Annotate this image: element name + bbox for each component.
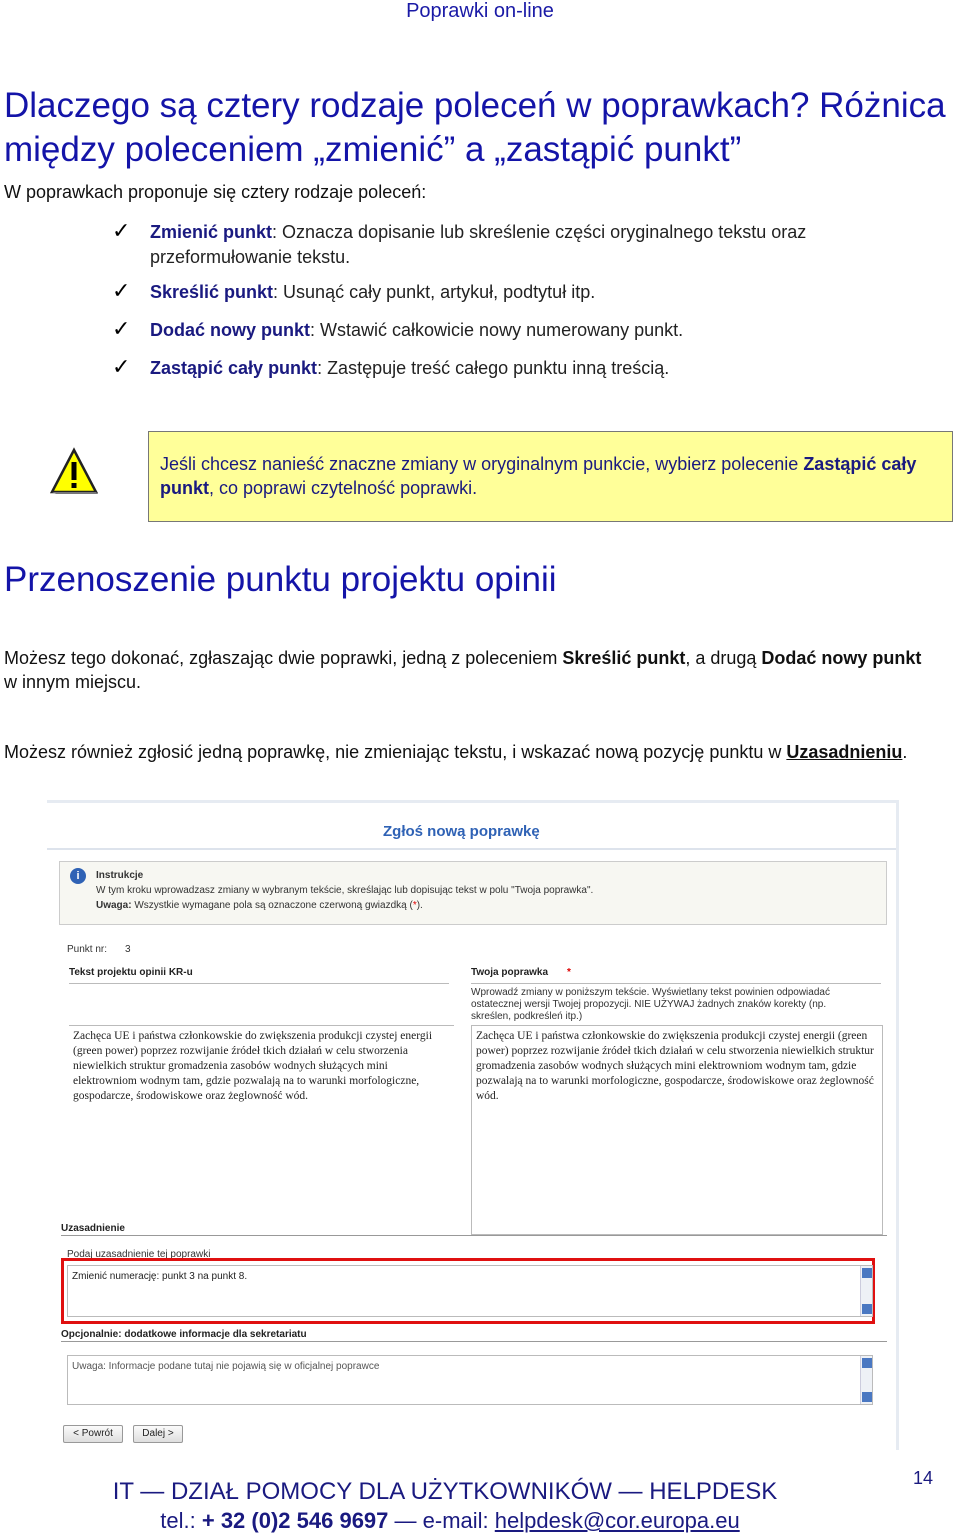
- command-desc: : Wstawić całkowicie nowy numerowany punkt.: [310, 320, 684, 340]
- instructions-box: [59, 861, 887, 925]
- para-text: , a drugą: [685, 648, 762, 668]
- command-list: [112, 220, 952, 381]
- scrollbar[interactable]: [860, 1356, 872, 1404]
- instructions-note: Wszystkie wymagane pola są oznaczone czerwoną gwiazdką (: [131, 900, 413, 911]
- para-text: .: [902, 742, 908, 762]
- command-desc: : Zastępuje treść całego punktu inną treścią.: [317, 358, 670, 378]
- checkmark-icon: ✓: [112, 278, 131, 303]
- next-button[interactable]: Dalej >: [133, 1425, 183, 1443]
- instructions-note-label: Uwaga:: [96, 900, 132, 911]
- para-bold: Dodać nowy punkt: [761, 648, 922, 668]
- warning-icon: [50, 447, 98, 497]
- list-item: [112, 356, 952, 381]
- justification-textarea[interactable]: [67, 1265, 873, 1317]
- amendment-help: Wprowadź zmiany w poniższym tekście. Wyświetlany tekst powinien odpowiadać ostatecznej wersji Twojej propozycji. NIE UŻYWAJ żadnych znaków korekty (np. skreślen, podkreśleń itp.): [471, 987, 830, 1022]
- divider: [69, 983, 449, 984]
- original-text: Zachęca UE i państwa członkowskie do zwiększenia produkcji czystej energii (green power) poprzez rozwijanie źródeł tkich działań w celu stworzenia niewielkich struktur gromadzenia zasobów wodnych służących mini elektrowniom wodnym tam, gdzie pozwalają na to warunki morfologiczne, gospodarcze, środowiskowe oraz żeglowność wód.: [73, 1030, 433, 1102]
- amendment-form-screenshot: [47, 800, 899, 1450]
- original-text-label: Tekst projektu opinii KR-u: [69, 967, 193, 978]
- checkmark-icon: ✓: [112, 354, 131, 379]
- email-label: — e-mail:: [388, 1508, 495, 1533]
- tel-label: tel.:: [160, 1508, 202, 1533]
- notice-text: Jeśli chcesz nanieść znaczne zmiany w oryginalnym punkcie, wybierz polecenie: [160, 454, 804, 474]
- back-button[interactable]: < Powrót: [63, 1425, 123, 1443]
- page-number: 14: [913, 1468, 934, 1488]
- intro-text: W poprawkach proponuje się cztery rodzaje poleceń:: [4, 182, 427, 202]
- justification-text: Zmienić numerację: punkt 3 na punkt 8.: [72, 1271, 248, 1282]
- checkmark-icon: ✓: [112, 218, 131, 243]
- divider: [47, 848, 896, 850]
- footer-helpdesk: IT — DZIAŁ POMOCY DLA UŻYTKOWNIKÓW — HELPDESK: [112, 1478, 778, 1505]
- scroll-up-icon[interactable]: [862, 1358, 872, 1368]
- amendment-text: Zachęca UE i państwa członkowskie do zwiększenia produkcji czystej energii (green power) poprzez rozwijanie źródeł tkich działań w celu stworzenia niewielkich struktur gromadzenia zasobów wodnych służących mini elektrowniom wodnym tam, gdzie pozwalają na to warunki morfologiczne, gospodarcze, środowiskowe oraz żeglowność wód.: [476, 1030, 874, 1102]
- form-title: Zgłoś nową poprawkę: [383, 823, 540, 840]
- point-value: 3: [125, 944, 131, 955]
- para-text: Możesz tego dokonać, zgłaszając dwie poprawki, jedną z poleceniem: [4, 648, 563, 668]
- command-term: Zmienić punkt: [150, 222, 273, 242]
- scrollbar[interactable]: [860, 1266, 872, 1316]
- scroll-down-icon[interactable]: [862, 1304, 872, 1314]
- instructions-line: W tym kroku wprowadzasz zmiany w wybranym tekście, skreślając lub dopisując tekst w polu "Twoja poprawka".: [96, 885, 594, 896]
- section-title-commands: Dlaczego są cztery rodzaje poleceń w poprawkach? Różnica między poleceniem „zmienić” a „zastąpić punkt”: [4, 86, 946, 169]
- command-term: Skreślić punkt: [150, 282, 274, 302]
- divider: [61, 1235, 887, 1236]
- optional-info-text: Uwaga: Informacje podane tutaj nie pojawią się w oficjalnej poprawce: [72, 1361, 380, 1372]
- info-icon: i: [70, 868, 86, 884]
- optional-info-label: Opcjonalnie: dodatkowe informacje dla sekretariatu: [61, 1329, 307, 1340]
- para-underline: Uzasadnieniu: [786, 742, 903, 762]
- your-amendment-label: Twoja poprawka: [471, 967, 549, 978]
- paragraph-1: [4, 646, 939, 694]
- list-item: [112, 318, 952, 343]
- para-bold: Skreślić punkt: [562, 648, 686, 668]
- optional-info-textarea[interactable]: [67, 1355, 873, 1405]
- list-item: [112, 220, 952, 270]
- point-label: Punkt nr:: [67, 944, 108, 955]
- running-header: Poprawki on-line: [406, 0, 554, 22]
- command-term: Zastąpić cały punkt: [150, 358, 318, 378]
- divider: [471, 983, 881, 984]
- scroll-down-icon[interactable]: [862, 1392, 872, 1402]
- checkmark-icon: ✓: [112, 316, 131, 341]
- justification-label: Uzasadnienie: [61, 1223, 125, 1234]
- scroll-up-icon[interactable]: [862, 1268, 872, 1278]
- amendment-textarea[interactable]: [471, 1025, 883, 1235]
- para-text: w innym miejscu.: [4, 672, 142, 692]
- justification-sublabel: Podaj uzasadnienie tej poprawki: [67, 1249, 211, 1260]
- paragraph-2: [4, 740, 939, 764]
- divider: [61, 1341, 887, 1342]
- list-item: [112, 280, 952, 305]
- footer-contact: [0, 1508, 900, 1534]
- email-link[interactable]: helpdesk@cor.europa.eu: [494, 1508, 740, 1533]
- required-star: *: [567, 967, 571, 978]
- required-star: *: [412, 900, 417, 911]
- section-title-moving: Przenoszenie punktu projektu opinii: [4, 560, 557, 599]
- notice-box: [148, 431, 953, 522]
- command-term: Dodać nowy punkt: [150, 320, 311, 340]
- command-desc: : Oznacza dopisanie lub skreślenie części oryginalnego tekstu oraz przeformułowanie tekstu.: [150, 222, 807, 267]
- tel-number: + 32 (0)2 546 9697: [201, 1508, 389, 1533]
- command-desc: : Usunąć cały punkt, artykuł, podtytuł itp.: [273, 282, 596, 302]
- instructions-note-end: ).: [416, 900, 423, 911]
- notice-text-end: , co poprawi czytelność poprawki.: [209, 478, 478, 498]
- instructions-title: Instrukcje: [96, 870, 144, 881]
- para-text: Możesz również zgłosić jedną poprawkę, nie zmieniając tekstu, i wskazać nową pozycję punktu w: [4, 742, 787, 762]
- notice-bold: Zastąpić cały punkt: [160, 454, 917, 498]
